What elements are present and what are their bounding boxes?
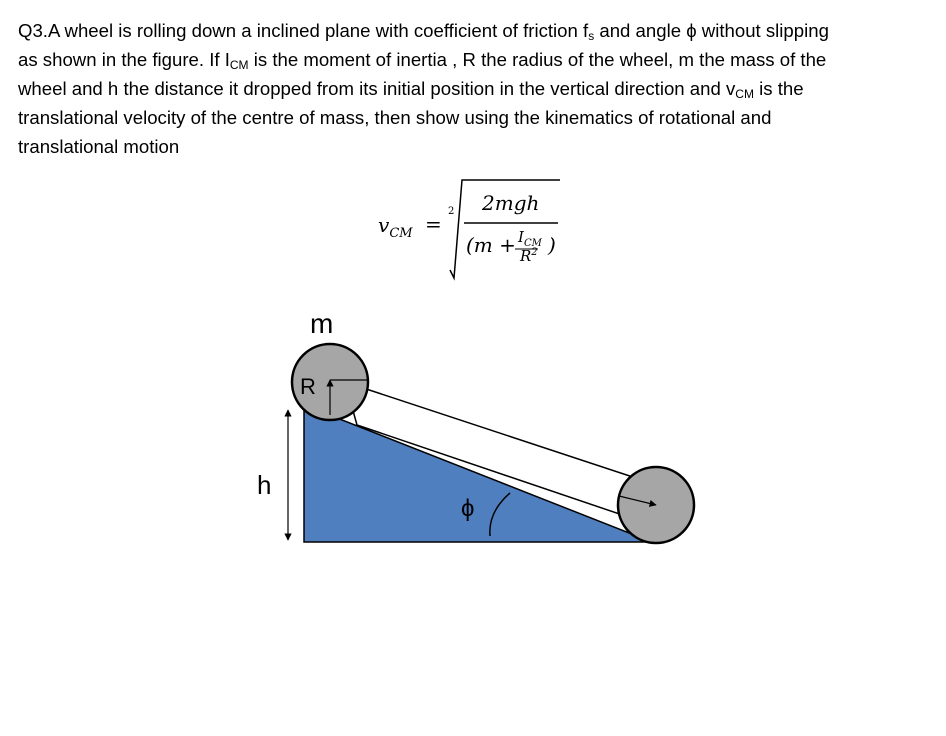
label-radius: R xyxy=(300,374,316,399)
inner-denominator: $R^2$ xyxy=(520,247,538,265)
label-angle: ϕ xyxy=(461,495,475,522)
inner-numerator: $I_{CM}$ xyxy=(518,228,542,249)
formula-denominator-close: ) xyxy=(548,233,556,257)
formula-numerator: 2mgh xyxy=(482,191,540,215)
root-index: 2 xyxy=(448,206,455,217)
question-text: Q3.A wheel is rolling down a inclined plane with coefficient of friction $f_s$ and angle ϕ without slipping as shown in the figure. If $I_{CM}$ is the moment of inertia , R the radius of the wheel, m the mass of the wheel and h the distance it dropped from its initial position in the vertical direction and $v_{CM}$ is the translational velocity of the centre of mass, then show using the kinematics of rotational and translational motion xyxy=(18,20,829,157)
formula-denominator-open: (m + xyxy=(466,233,516,257)
label-mass: m xyxy=(310,308,334,339)
formula-lhs: $v_{CM}$ xyxy=(378,213,413,241)
formula-equals: = xyxy=(425,212,442,236)
label-height: h xyxy=(257,470,272,500)
